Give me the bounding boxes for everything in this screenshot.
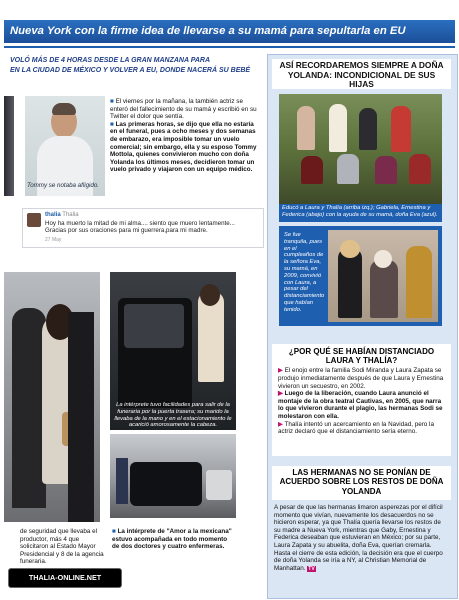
why-item-3: ▶ Thalía intentó un acercamiento en la Navidad, pero la actriz declaró que el distanciamiento sería eterno.	[278, 420, 434, 436]
why-item-2: ▶ Luego de la liberación, cuando Laura anunció el montaje de la obra teatral Cautivas, en 2005, que narra lo que vivieron durante el plagio, las hermanas Sodi se molestaron con ella.	[278, 390, 443, 420]
deck-line-2: EN LA CIUDAD DE MÉXICO Y VOLVER A EU, DONDE NACERÁ SU BEBÉ	[10, 67, 251, 74]
tommy-hair	[52, 103, 76, 115]
header-band	[4, 20, 455, 43]
woman-hair	[200, 284, 220, 306]
person-2	[329, 104, 347, 152]
suv-vehicle	[130, 462, 202, 506]
laura-figure	[338, 248, 362, 318]
why-list	[272, 367, 451, 435]
tweet-card	[22, 208, 264, 248]
eva-figure	[370, 260, 398, 318]
family-photo	[279, 94, 442, 204]
motorcade-photo	[110, 434, 236, 518]
deck-line-1: VOLÓ MÁS DE 4 HORAS DESDE LA GRAN MANZANA PARA	[10, 57, 211, 64]
header-title: Nueva York con la firme idea de llevarse a su mamá para sepultarla en EU	[10, 25, 406, 37]
person-3	[359, 108, 377, 150]
eva-head	[374, 250, 392, 268]
family-caption-band	[279, 204, 442, 222]
car-window	[124, 304, 184, 348]
laura-hair	[340, 240, 360, 258]
header-rule	[4, 46, 455, 48]
person-1	[297, 106, 315, 150]
lead-bold: ■ Las primeras horas, se dijo que ella no estaría en el funeral, pues a ocho meses y dos semanas de embarazo, era imposible tomar un vuelo comercial; sin embargo, ella y su esposo Tommy Mottola, quienes convivieron mucho con doña Yolanda los últimos meses, decidieron tomar un vuelo privado y viajaron con un equipo médico.	[110, 120, 257, 174]
lead-body	[110, 98, 260, 174]
site-logo-text: THALIA-ONLINE.NET	[28, 573, 102, 582]
tweet-avatar	[27, 213, 41, 227]
tommy-photo	[25, 96, 105, 196]
tweet-time: 27 May	[45, 237, 62, 243]
person-5	[301, 156, 323, 184]
end-mark: TV	[308, 565, 315, 572]
bottom-right-text: ■ La intérprete de "Amor a la mexicana" estuvo acompañada en todo momento de dos doctores y cuatro enfermeras.	[112, 528, 232, 551]
funeral-car-photo	[110, 272, 236, 430]
sidebar-title-box	[272, 59, 451, 89]
bystander-figure	[116, 458, 128, 504]
person-6	[337, 154, 359, 184]
why-title: ¿POR QUÉ SE HABÍAN DISTANCIADO LAURA Y THALÍA?	[288, 347, 435, 366]
tommy-caption: Tommy se notaba afligido.	[27, 182, 99, 189]
woman-right	[406, 246, 432, 318]
sisters-title-box	[272, 466, 451, 500]
sisters-title: LAS HERMANAS NO SE PONÍAN DE ACUERDO SOBRE LOS RESTOS DE DOÑA YOLANDA	[279, 468, 444, 496]
tweet-user: thalia Thalia	[45, 212, 79, 218]
edge-photo-dark	[4, 96, 14, 196]
person-7	[375, 156, 397, 184]
tweet-text: Hoy ha muerto la mitad de mi alma.... siento que muero lentamente... Gracias por sus oraciones para mi guerrera,para mi madre.	[45, 220, 235, 235]
arrival-photo	[4, 272, 100, 522]
second-caption: Se fue tranquila, pues en el cumpleaños de la señora Eva, su mamá, en 2009, convivió con Laura, a pesar del distanciamiento que habían tenido.	[284, 232, 325, 313]
funeral-caption: La intérprete tuvo facilidades para salir de la funeraria por la puerta trasera; su marido la llevaba de la mano y en el estacionamiento le acarició amorosamente la cabeza.	[114, 402, 232, 429]
why-box	[272, 344, 451, 456]
why-item-1: ▶ El enojo entre la familia Sodi Miranda y Laura Zapata se produjo inmediatamente después de que Laura y Ernestina vivieron un secuestro, en 2002.	[278, 367, 444, 390]
car-2	[206, 470, 232, 500]
sisters-text: A pesar de que las hermanas limaron asperezas por el difícil momento que vivían, nuevamente los desacuerdos no se hicieron esperar, ya que Thalía quería llevarse los restos de su madre a Nueva York, mientras que Gaby, Ernestina y Federica deseaban que estuvieran en México; por su parte, Laura Zapata y su abuelita, doña Eva, querían cremarla. Hasta el cierre de esta edición, la decisión era que el cuerpo de doña Yolanda se iría a NY, al Christian Memorial de Manhattan. TV	[274, 504, 443, 572]
site-logo	[8, 568, 122, 588]
family-caption: Educó a Laura y Thalía (arriba izq.); Gabriela, Ernestina y Federica (abajo) con la ayuda de su mamá, doña Eva (azul).	[282, 205, 438, 218]
person-8	[409, 154, 431, 184]
lead-intro: ■ El viernes por la mañana, la también actriz se enteró del fallecimiento de su mamá y escribió en su Twitter el dolor que sentía.	[110, 98, 257, 121]
sidebar-title: ASÍ RECORDAREMOS SIEMPRE A DOÑA YOLANDA: INCONDICIONAL DE SUS HIJAS	[279, 60, 444, 90]
bottom-left-text: de seguridad que llevaba el productor, más 4 que solicitaron al Estado Mayor Presidencial y 8 de la agencia funeraria.	[20, 528, 104, 566]
birthday-photo	[328, 230, 438, 322]
person-4	[391, 106, 411, 152]
figure-left-dark	[12, 308, 46, 508]
figure-man-right	[68, 312, 94, 522]
